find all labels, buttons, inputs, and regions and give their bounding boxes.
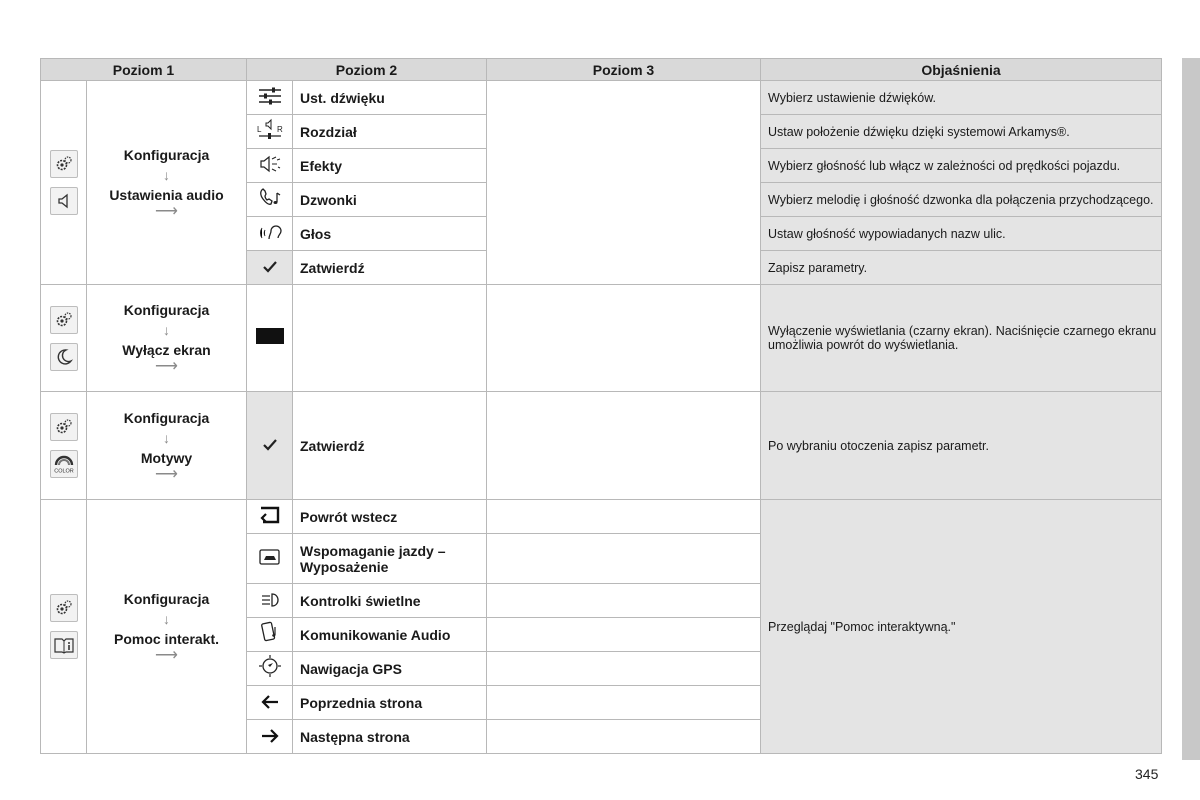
explanation-text: Wybierz melodię i głośność dzwonka dla połączenia przychodzącego. [761, 183, 1162, 217]
explanation-text: Wybierz ustawienie dźwięków. [761, 81, 1162, 115]
section-help-icons [41, 500, 87, 754]
arrow-left-icon [255, 691, 285, 713]
menu-item-label[interactable]: Rozdział [293, 115, 487, 149]
arrow-right-icon: ⟶ [155, 465, 178, 483]
side-tab-bar [1182, 58, 1200, 760]
level3-empty [487, 285, 761, 392]
level3-empty [487, 686, 761, 720]
level3-empty [487, 534, 761, 584]
menu-item-label[interactable]: Komunikowanie Audio [293, 618, 487, 652]
level3-empty [487, 500, 761, 534]
section-audio-icons [41, 81, 87, 285]
menu-item-label[interactable]: Efekty [293, 149, 487, 183]
section-themes-icons [41, 392, 87, 500]
section-audio-level1 [87, 81, 247, 285]
warning-lights-icon [255, 589, 285, 611]
checkmark-icon [255, 256, 285, 278]
sound-effects-icon [255, 153, 285, 175]
svg-text:L: L [256, 125, 261, 134]
explanation-text: Zapisz parametry. [761, 251, 1162, 285]
level1-subtitle: Wyłącz ekran [122, 342, 211, 358]
explanation-text: Przeglądaj "Pomoc interaktywną." [761, 500, 1162, 754]
ringtone-icon [255, 186, 285, 208]
arrow-down-icon: ↓ [163, 166, 170, 183]
level3-empty [487, 618, 761, 652]
menu-table [40, 58, 1162, 754]
phone-audio-icon [255, 621, 285, 643]
level1-title: Konfiguracja [123, 146, 210, 163]
arrow-right-icon: ⟶ [155, 202, 178, 220]
menu-item-label[interactable]: Poprzednia strona [293, 686, 487, 720]
back-icon [255, 504, 285, 526]
level1-subtitle: Ustawienia audio [109, 186, 224, 203]
header-level-1: Poziom 1 [41, 59, 247, 81]
level3-empty [487, 652, 761, 686]
level1-title: Konfiguracja [123, 409, 210, 426]
color-theme-icon [50, 450, 78, 478]
section-screen-icons [41, 285, 87, 392]
moon-icon [50, 343, 78, 371]
explanation-text: Wybierz głośność lub włącz w zależności od prędkości pojazdu. [761, 149, 1162, 183]
level3-empty [487, 584, 761, 618]
menu-item-label[interactable]: Następna strona [293, 720, 487, 754]
menu-item-label[interactable]: Głos [293, 217, 487, 251]
black-screen-icon[interactable] [256, 328, 284, 344]
speaker-icon [50, 187, 78, 215]
arrow-down-icon: ↓ [163, 429, 170, 446]
level3-empty [487, 81, 761, 285]
settings-gear-icon [50, 150, 78, 178]
menu-item-label[interactable]: Nawigacja GPS [293, 652, 487, 686]
section-themes-level1 [87, 392, 247, 500]
settings-gear-icon [50, 413, 78, 441]
help-book-icon [50, 631, 78, 659]
explanation-text: Po wybraniu otoczenia zapisz parametr. [761, 392, 1162, 500]
svg-text:R: R [276, 125, 283, 134]
level1-subtitle: Pomoc interakt. [113, 630, 220, 647]
arrow-right-icon [255, 725, 285, 747]
menu-item-label[interactable]: Zatwierdź [293, 251, 487, 285]
explanation-text: Wyłączenie wyświetlania (czarny ekran). Naciśnięcie czarnego ekranu umożliwia powrót do wyświetlania. [761, 285, 1162, 392]
level1-title: Konfiguracja [123, 302, 210, 318]
level3-empty [487, 392, 761, 500]
level1-subtitle: Motywy [140, 449, 193, 466]
explanation-text: Ustaw położenie dźwięku dzięki systemowi Arkamys®. [761, 115, 1162, 149]
table-row [41, 500, 1162, 534]
page-number: 345 [1135, 766, 1159, 782]
header-row [41, 59, 1162, 81]
checkmark-icon [255, 434, 285, 456]
table-row [41, 81, 1162, 115]
level3-empty [487, 720, 761, 754]
header-level-2: Poziom 2 [247, 59, 487, 81]
gps-navigation-icon [255, 655, 285, 677]
table-row [41, 392, 1162, 500]
settings-gear-icon [50, 594, 78, 622]
menu-item-label[interactable]: Wspomaganie jazdy – Wyposażenie [293, 534, 487, 584]
arrow-right-icon: ⟶ [155, 358, 178, 375]
menu-item-label[interactable]: Zatwierdź [293, 392, 487, 500]
menu-item-label[interactable]: Dzwonki [293, 183, 487, 217]
header-explanations: Objaśnienia [761, 59, 1162, 81]
level1-title: Konfiguracja [123, 590, 210, 607]
menu-item-label[interactable]: Ust. dźwięku [293, 81, 487, 115]
arrow-right-icon: ⟶ [155, 646, 178, 664]
driving-aid-icon [255, 546, 285, 568]
equalizer-icon [255, 85, 285, 107]
balance-icon [255, 118, 285, 140]
level2-empty [293, 285, 487, 392]
section-help-level1 [87, 500, 247, 754]
table-row [41, 285, 1162, 392]
menu-item-label[interactable]: Powrót wstecz [293, 500, 487, 534]
header-level-3: Poziom 3 [487, 59, 761, 81]
voice-icon [255, 220, 285, 242]
explanation-text: Ustaw głośność wypowiadanych nazw ulic. [761, 217, 1162, 251]
arrow-down-icon: ↓ [163, 322, 170, 338]
menu-item-label[interactable]: Kontrolki świetlne [293, 584, 487, 618]
color-theme-label: COLOR [53, 468, 74, 474]
settings-gear-icon [50, 306, 78, 334]
arrow-down-icon: ↓ [163, 610, 170, 627]
section-screen-level1 [87, 285, 247, 392]
